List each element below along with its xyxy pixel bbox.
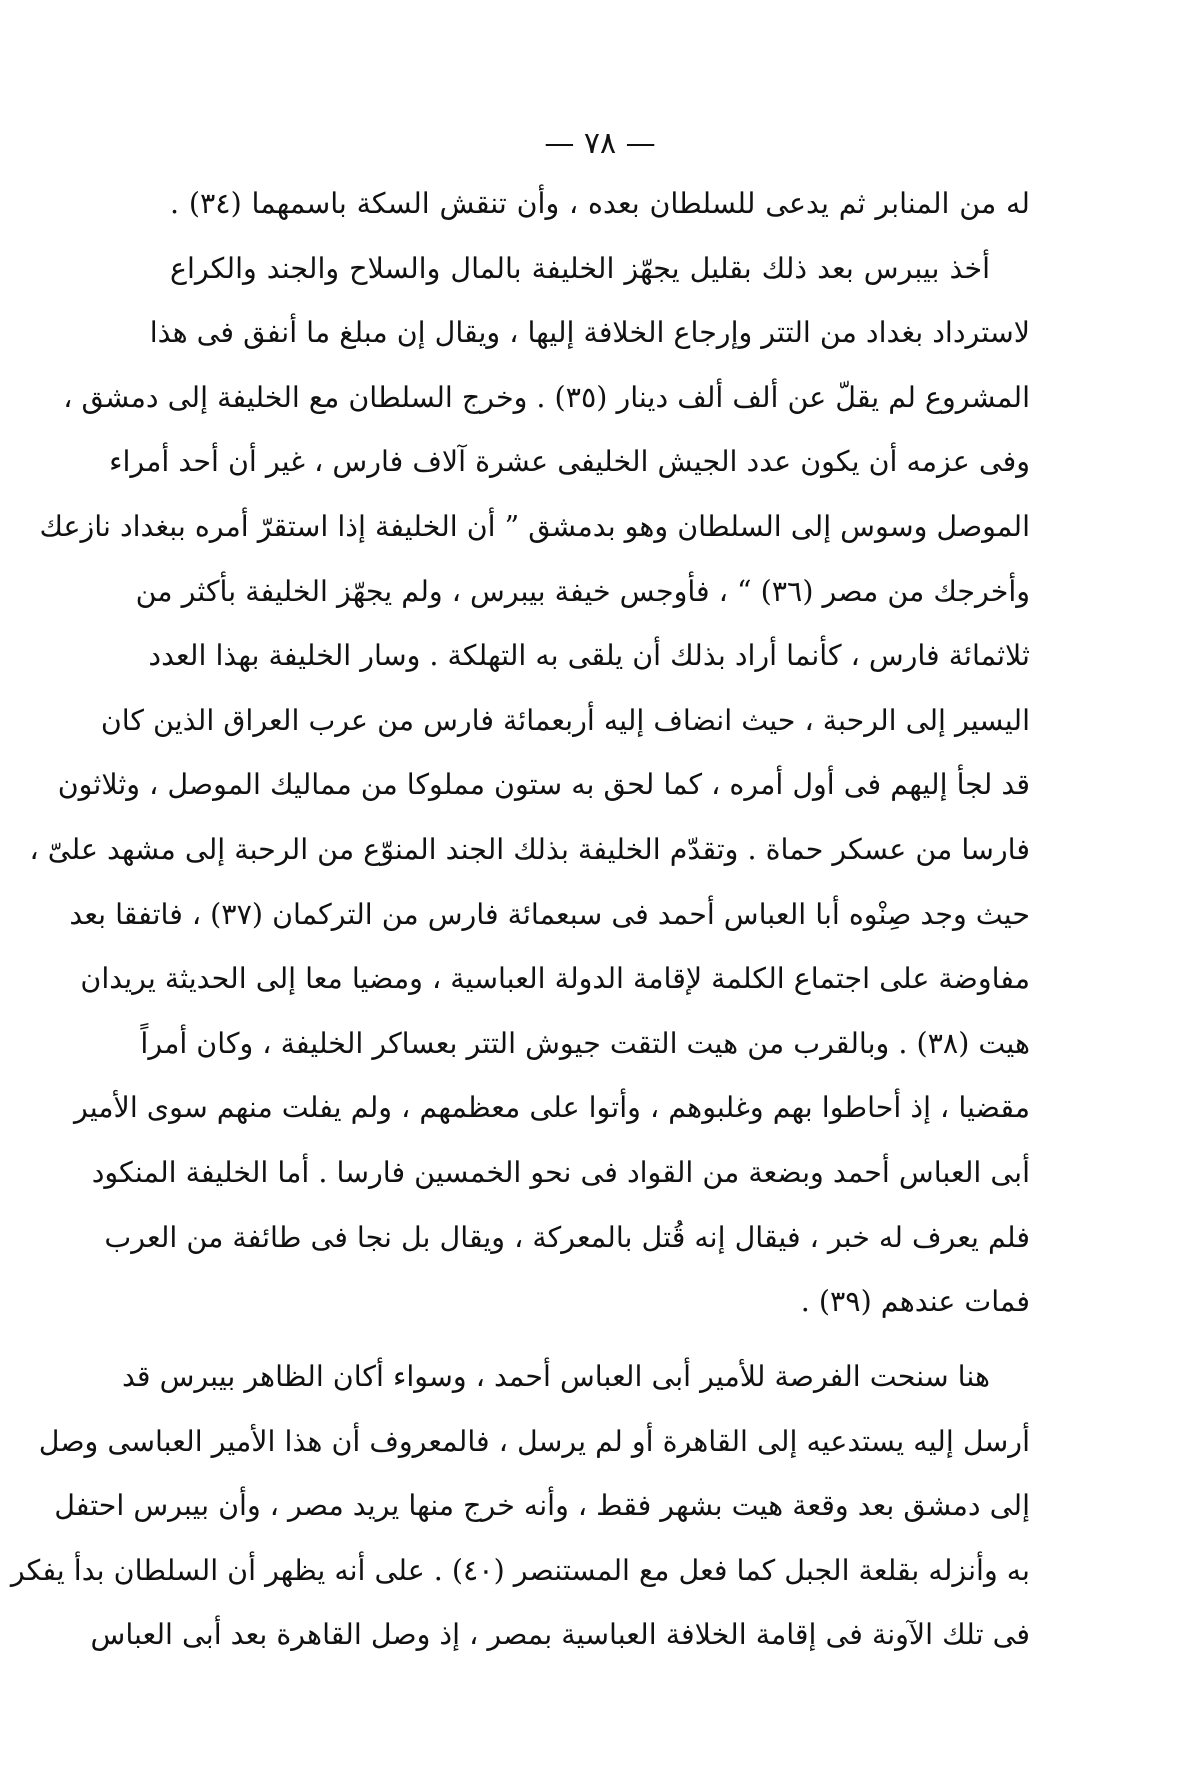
text-line: به وأنزله بقلعة الجبل كما فعل مع المستنصر (٤٠) . على أنه يظهر أن السلطان بدأ يفكر [10,1553,1030,1587]
page-number: — ٧٨ — [544,126,656,161]
text-line: فارسا من عسكر حماة . وتقدّم الخليفة بذلك الجند المنوّع من الرحبة إلى مشهد علىّ ، [29,832,1030,866]
text-line: فمات عندهم (٣٩) . [800,1285,1030,1319]
text-line: أرسل إليه يستدعيه إلى القاهرة أو لم يرسل ، فالمعروف أن هذا الأمير العباسى وصل [38,1424,1030,1458]
text-line: فى تلك الآونة فى إقامة الخلافة العباسية بمصر ، إذ وصل القاهرة بعد أبى العباس [90,1618,1030,1652]
text-line: أبى العباس أحمد وبضعة من القواد فى نحو الخمسين فارسا . أما الخليفة المنكود [91,1155,1030,1189]
paragraph-2 [10,1345,1030,1668]
text-line: إلى دمشق بعد وقعة هيت بشهر فقط ، وأنه خرج منها يريد مصر ، وأن بيبرس احتفل [54,1489,1030,1523]
text-line: وأخرجك من مصر (٣٦) “ ، فأوجس خيفة بيبرس ، ولم يجهّز الخليفة بأكثر من [135,574,1030,608]
text-line: هنا سنحت الفرصة للأمير أبى العباس أحمد ، وسواء أكان الظاهر بيبرس قد [121,1360,990,1393]
text-line: اليسير إلى الرحبة ، حيث انضاف إليه أربعمائة فارس من عرب العراق الذين كان [100,703,1030,737]
text-line: ثلاثمائة فارس ، كأنما أراد بذلك أن يلقى به التهلكة . وسار الخليفة بهذا العدد [148,639,1030,673]
text-line: هيت (٣٨) . وبالقرب من هيت التقت جيوش التتر بعساكر الخليفة ، وكان أمراً [140,1026,1030,1060]
text-line: مقضيا ، إذ أحاطوا بهم وغلبوهم ، وأتوا على معظمهم ، ولم يفلت منهم سوى الأمير [73,1091,1030,1125]
text-line: له من المنابر ثم يدعى للسلطان بعده ، وأن تنقش السكة باسمهما (٣٤) . [170,187,1030,220]
text-line: أخذ بيبرس بعد ذلك بقليل يجهّز الخليفة بالمال والسلاح والجند والكراع [170,251,990,285]
text-line: لاسترداد بغداد من التتر وإرجاع الخلافة إليها ، ويقال إن مبلغ ما أنفق فى هذا [149,316,1030,350]
text-line: فلم يعرف له خبر ، فيقال إنه قُتل بالمعركة ، ويقال بل نجا فى طائفة من العرب [104,1220,1030,1254]
text-line: حيث وجد صِنْوه أبا العباس أحمد فى سبعمائة فارس من التركمان (٣٧) ، فاتفقا بعد [69,897,1030,931]
text-line: الموصل وسوس إلى السلطان وهو بدمشق ” أن الخليفة إذا استقرّ أمره ببغداد نازعك [39,509,1030,543]
text-line: مفاوضة على اجتماع الكلمة لإقامة الدولة العباسية ، ومضيا معا إلى الحديثة يريدان [80,962,1030,996]
text-line: قد لجأ إليهم فى أول أمره ، كما لحق به ستون مملوكا من مماليك الموصل ، وثلاثون [57,768,1030,802]
text-line: المشروع لم يقلّ عن ألف ألف دينار (٣٥) . وخرج السلطان مع الخليفة إلى دمشق ، [63,380,1030,414]
paragraph-1 [29,172,1030,1335]
text-line: وفى عزمه أن يكون عدد الجيش الخليفى عشرة آلاف فارس ، غير أن أحد أمراء [109,445,1030,479]
